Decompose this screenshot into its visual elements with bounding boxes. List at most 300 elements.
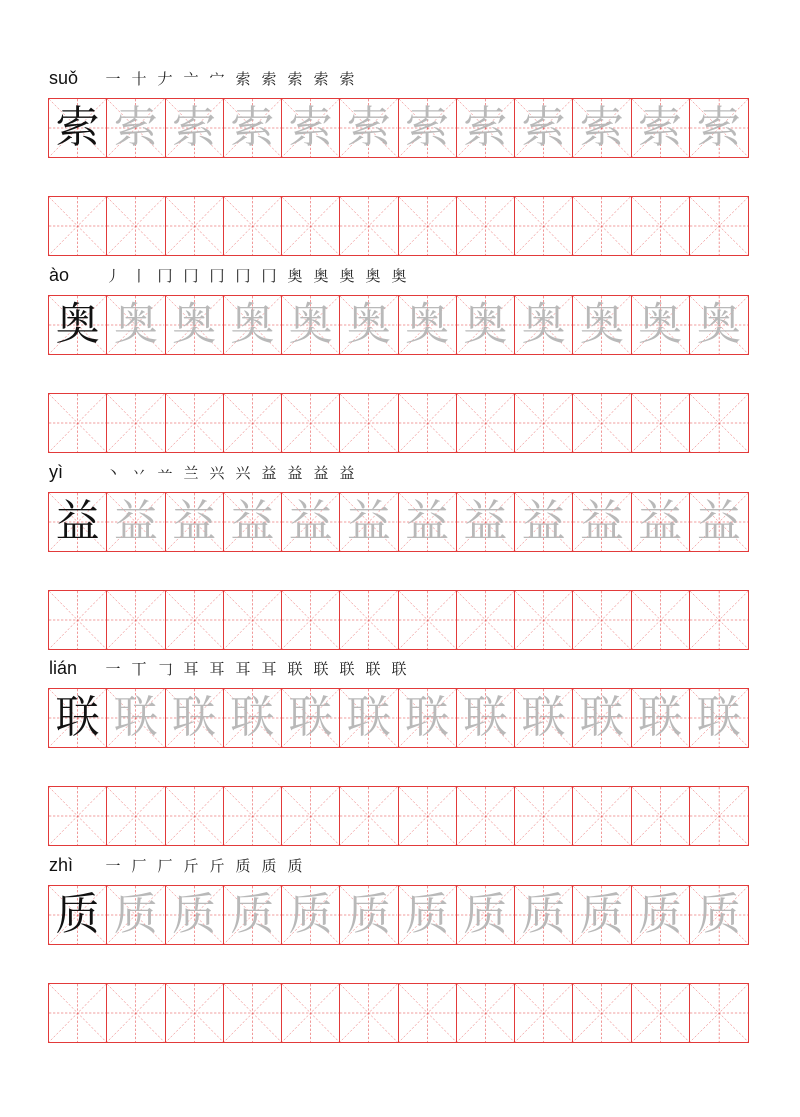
trace-cell[interactable] (282, 99, 340, 157)
blank-cell[interactable] (573, 787, 631, 845)
trace-character: 质 (405, 889, 450, 940)
trace-character: 索 (638, 102, 683, 153)
stroke-step: 一 (105, 660, 121, 678)
stroke-step: 一 (105, 70, 121, 88)
trace-character: 索 (230, 102, 275, 153)
blank-cell[interactable] (166, 394, 224, 452)
stroke-step: 索 (287, 70, 303, 88)
model-character: 益 (55, 496, 100, 547)
trace-cell[interactable] (166, 493, 224, 551)
model-character: 奥 (55, 299, 100, 350)
trace-character: 奥 (638, 299, 683, 350)
stroke-step: 冂 (261, 267, 277, 285)
trace-character: 联 (405, 692, 450, 743)
cell-guides (399, 197, 456, 255)
cell-guides (49, 197, 106, 255)
blank-cell[interactable] (515, 197, 573, 255)
trace-cell[interactable] (632, 886, 690, 944)
blank-cell[interactable] (690, 197, 748, 255)
stroke-step: 耳 (183, 660, 199, 678)
trace-character: 奥 (346, 299, 391, 350)
trace-cell[interactable] (107, 689, 165, 747)
stroke-step: 奥 (313, 267, 329, 285)
trace-cell[interactable] (632, 296, 690, 354)
blank-cell[interactable] (340, 984, 398, 1042)
blank-cell[interactable] (573, 394, 631, 452)
blank-cell[interactable] (399, 984, 457, 1042)
trace-character: 索 (172, 102, 217, 153)
cell-guides (690, 591, 748, 649)
stroke-step: 联 (339, 660, 355, 678)
stroke-step: 质 (287, 857, 303, 875)
trace-cell[interactable] (573, 296, 631, 354)
trace-cell[interactable] (107, 99, 165, 157)
cell-guides (340, 591, 397, 649)
trace-character: 索 (346, 102, 391, 153)
trace-cell[interactable] (632, 99, 690, 157)
stroke-step: 亠 (183, 70, 199, 88)
stroke-step: 兴 (209, 464, 225, 482)
blank-cell[interactable] (224, 984, 282, 1042)
trace-character: 联 (346, 692, 391, 743)
cell-guides (457, 591, 514, 649)
stroke-step: 耳 (261, 660, 277, 678)
trace-character: 质 (346, 889, 391, 940)
trace-character: 益 (346, 496, 391, 547)
blank-cell[interactable] (49, 197, 107, 255)
blank-cell[interactable] (399, 394, 457, 452)
trace-character: 益 (579, 496, 624, 547)
trace-cell[interactable] (282, 296, 340, 354)
cell-guides (107, 197, 164, 255)
stroke-step: 质 (235, 857, 251, 875)
stroke-step: 丷 (131, 464, 147, 482)
model-cell[interactable] (49, 99, 107, 157)
blank-cell[interactable] (107, 984, 165, 1042)
cell-guides (573, 984, 630, 1042)
trace-character: 质 (288, 889, 333, 940)
trace-cell[interactable] (632, 689, 690, 747)
trace-character: 益 (521, 496, 566, 547)
trace-cell[interactable] (340, 886, 398, 944)
blank-cell[interactable] (107, 787, 165, 845)
blank-cell[interactable] (632, 787, 690, 845)
blank-cell[interactable] (282, 984, 340, 1042)
stroke-step: 十 (131, 70, 147, 88)
blank-cell[interactable] (690, 394, 748, 452)
trace-character: 奥 (172, 299, 217, 350)
cell-guides (515, 394, 572, 452)
blank-practice-row (48, 983, 749, 1043)
blank-cell[interactable] (515, 984, 573, 1042)
stroke-step: 索 (235, 70, 251, 88)
cell-guides (690, 787, 748, 845)
stroke-step: 奥 (287, 267, 303, 285)
stroke-step: 益 (261, 464, 277, 482)
trace-character: 益 (696, 496, 741, 547)
stroke-step: 索 (261, 70, 277, 88)
stroke-order (100, 265, 412, 287)
trace-character: 奥 (696, 299, 741, 350)
trace-cell[interactable] (457, 296, 515, 354)
blank-cell[interactable] (49, 984, 107, 1042)
trace-cell[interactable] (690, 689, 748, 747)
cell-guides (515, 984, 572, 1042)
blank-cell[interactable] (282, 197, 340, 255)
tracing-row (48, 98, 749, 158)
cell-guides (49, 984, 106, 1042)
cell-guides (632, 984, 689, 1042)
trace-character: 索 (521, 102, 566, 153)
trace-character: 质 (521, 889, 566, 940)
blank-cell[interactable] (224, 591, 282, 649)
trace-cell[interactable] (107, 296, 165, 354)
stroke-step: 奥 (391, 267, 407, 285)
blank-cell[interactable] (107, 591, 165, 649)
cell-guides (166, 787, 223, 845)
stroke-step: 兴 (235, 464, 251, 482)
trace-character: 奥 (113, 299, 158, 350)
blank-cell[interactable] (457, 591, 515, 649)
trace-cell[interactable] (399, 689, 457, 747)
stroke-step: 联 (391, 660, 407, 678)
trace-cell[interactable] (573, 886, 631, 944)
trace-character: 质 (638, 889, 683, 940)
trace-character: 索 (113, 102, 158, 153)
cell-guides (49, 394, 106, 452)
trace-character: 联 (172, 692, 217, 743)
trace-character: 质 (579, 889, 624, 940)
cell-guides (282, 197, 339, 255)
trace-character: 联 (230, 692, 275, 743)
cell-guides (632, 787, 689, 845)
stroke-step: 斤 (183, 857, 199, 875)
pinyin-label: yì (49, 462, 64, 482)
blank-cell[interactable] (632, 984, 690, 1042)
cell-guides (49, 591, 106, 649)
cell-guides (166, 591, 223, 649)
blank-cell[interactable] (49, 394, 107, 452)
stroke-order (100, 658, 412, 680)
trace-cell[interactable] (282, 886, 340, 944)
trace-character: 联 (579, 692, 624, 743)
cell-guides (457, 197, 514, 255)
stroke-step: 厂 (157, 857, 173, 875)
trace-cell[interactable] (224, 296, 282, 354)
model-cell[interactable] (49, 689, 107, 747)
trace-character: 奥 (230, 299, 275, 350)
trace-cell[interactable] (166, 689, 224, 747)
trace-cell[interactable] (224, 689, 282, 747)
model-character: 索 (55, 102, 100, 153)
trace-cell[interactable] (515, 493, 573, 551)
cell-guides (515, 197, 572, 255)
trace-character: 益 (463, 496, 508, 547)
trace-cell[interactable] (107, 493, 165, 551)
cell-guides (224, 787, 281, 845)
stroke-step: 丶 (105, 464, 121, 482)
trace-character: 联 (463, 692, 508, 743)
stroke-step: 兰 (183, 464, 199, 482)
trace-cell[interactable] (224, 886, 282, 944)
blank-cell[interactable] (340, 787, 398, 845)
cell-guides (399, 591, 456, 649)
stroke-step: 耳 (235, 660, 251, 678)
trace-cell[interactable] (399, 493, 457, 551)
blank-cell[interactable] (399, 787, 457, 845)
cell-guides (632, 394, 689, 452)
trace-cell[interactable] (457, 689, 515, 747)
trace-cell[interactable] (224, 99, 282, 157)
stroke-step: 䒑 (157, 464, 173, 482)
cell-guides (166, 394, 223, 452)
trace-cell[interactable] (399, 99, 457, 157)
trace-cell[interactable] (107, 886, 165, 944)
stroke-step: 丿 (105, 267, 121, 285)
trace-cell[interactable] (632, 493, 690, 551)
blank-cell[interactable] (632, 394, 690, 452)
stroke-step: 索 (313, 70, 329, 88)
trace-cell[interactable] (573, 493, 631, 551)
trace-cell[interactable] (282, 689, 340, 747)
stroke-step: 索 (339, 70, 355, 88)
trace-cell[interactable] (340, 296, 398, 354)
tracing-row (48, 492, 749, 552)
blank-cell[interactable] (107, 197, 165, 255)
trace-cell[interactable] (690, 296, 748, 354)
blank-cell[interactable] (515, 394, 573, 452)
stroke-step: 益 (287, 464, 303, 482)
trace-character: 联 (638, 692, 683, 743)
blank-cell[interactable] (457, 787, 515, 845)
trace-cell[interactable] (515, 296, 573, 354)
model-cell[interactable] (49, 886, 107, 944)
stroke-step: 冂 (183, 267, 199, 285)
cell-guides (632, 197, 689, 255)
blank-practice-row (48, 590, 749, 650)
trace-cell[interactable] (515, 886, 573, 944)
tracing-row (48, 885, 749, 945)
cell-guides (49, 787, 106, 845)
blank-cell[interactable] (282, 787, 340, 845)
blank-cell[interactable] (515, 591, 573, 649)
trace-character: 索 (579, 102, 624, 153)
stroke-step: 𠂇 (157, 70, 173, 88)
trace-cell[interactable] (224, 493, 282, 551)
stroke-step: 宀 (209, 70, 225, 88)
trace-cell[interactable] (166, 99, 224, 157)
cell-guides (107, 787, 164, 845)
trace-cell[interactable] (457, 886, 515, 944)
cell-guides (457, 787, 514, 845)
trace-character: 奥 (405, 299, 450, 350)
stroke-step: 联 (313, 660, 329, 678)
blank-cell[interactable] (224, 394, 282, 452)
stroke-step: 奥 (365, 267, 381, 285)
model-character: 质 (55, 889, 100, 940)
blank-cell[interactable] (457, 197, 515, 255)
stroke-order (100, 855, 308, 877)
trace-cell[interactable] (340, 99, 398, 157)
trace-cell[interactable] (573, 99, 631, 157)
blank-cell[interactable] (107, 394, 165, 452)
cell-guides (457, 394, 514, 452)
blank-cell[interactable] (399, 591, 457, 649)
trace-character: 联 (696, 692, 741, 743)
stroke-order (100, 68, 360, 90)
blank-cell[interactable] (573, 591, 631, 649)
trace-character: 益 (113, 496, 158, 547)
model-character: 联 (55, 692, 100, 743)
blank-cell[interactable] (340, 197, 398, 255)
pinyin-label: lián (49, 658, 78, 678)
blank-cell[interactable] (632, 591, 690, 649)
blank-cell[interactable] (340, 591, 398, 649)
cell-guides (107, 394, 164, 452)
trace-cell[interactable] (690, 99, 748, 157)
blank-cell[interactable] (690, 591, 748, 649)
blank-cell[interactable] (282, 591, 340, 649)
cell-guides (573, 197, 630, 255)
cell-guides (107, 984, 164, 1042)
cell-guides (224, 984, 281, 1042)
trace-character: 益 (405, 496, 450, 547)
trace-character: 益 (288, 496, 333, 547)
tracing-row (48, 688, 749, 748)
blank-cell[interactable] (166, 984, 224, 1042)
stroke-step: 质 (261, 857, 277, 875)
trace-cell[interactable] (690, 493, 748, 551)
blank-cell[interactable] (573, 984, 631, 1042)
cell-guides (224, 591, 281, 649)
blank-cell[interactable] (224, 197, 282, 255)
trace-cell[interactable] (166, 296, 224, 354)
blank-cell[interactable] (166, 787, 224, 845)
cell-guides (282, 787, 339, 845)
stroke-step: 冂 (157, 267, 173, 285)
cell-guides (690, 984, 748, 1042)
trace-character: 索 (696, 102, 741, 153)
trace-character: 质 (172, 889, 217, 940)
stroke-step: 丅 (131, 660, 147, 678)
stroke-step: 斤 (209, 857, 225, 875)
stroke-step: 冂 (209, 267, 225, 285)
cell-guides (573, 591, 630, 649)
cell-guides (282, 394, 339, 452)
cell-guides (399, 394, 456, 452)
stroke-step: 奥 (339, 267, 355, 285)
cell-guides (340, 394, 397, 452)
trace-cell[interactable] (340, 689, 398, 747)
model-cell[interactable] (49, 296, 107, 354)
blank-cell[interactable] (573, 197, 631, 255)
trace-character: 质 (113, 889, 158, 940)
cell-guides (515, 787, 572, 845)
trace-cell[interactable] (399, 296, 457, 354)
blank-cell[interactable] (49, 787, 107, 845)
trace-character: 质 (696, 889, 741, 940)
cell-guides (399, 984, 456, 1042)
trace-cell[interactable] (573, 689, 631, 747)
trace-character: 索 (288, 102, 333, 153)
stroke-step: 丨 (131, 267, 147, 285)
trace-character: 索 (405, 102, 450, 153)
trace-character: 奥 (521, 299, 566, 350)
trace-character: 奥 (463, 299, 508, 350)
blank-cell[interactable] (690, 984, 748, 1042)
blank-cell[interactable] (49, 591, 107, 649)
stroke-step: 𠃌 (157, 660, 173, 678)
tracing-row (48, 295, 749, 355)
trace-character: 质 (230, 889, 275, 940)
trace-character: 益 (230, 496, 275, 547)
trace-cell[interactable] (515, 99, 573, 157)
trace-cell[interactable] (166, 886, 224, 944)
trace-cell[interactable] (690, 886, 748, 944)
trace-character: 联 (113, 692, 158, 743)
cell-guides (632, 591, 689, 649)
cell-guides (166, 984, 223, 1042)
blank-cell[interactable] (399, 197, 457, 255)
blank-cell[interactable] (166, 591, 224, 649)
blank-cell[interactable] (515, 787, 573, 845)
cell-guides (690, 394, 748, 452)
cell-guides (573, 394, 630, 452)
blank-cell[interactable] (632, 197, 690, 255)
blank-cell[interactable] (166, 197, 224, 255)
blank-cell[interactable] (282, 394, 340, 452)
cell-guides (457, 984, 514, 1042)
trace-cell[interactable] (340, 493, 398, 551)
cell-guides (166, 197, 223, 255)
cell-guides (282, 984, 339, 1042)
stroke-step: 联 (287, 660, 303, 678)
trace-character: 联 (521, 692, 566, 743)
trace-cell[interactable] (515, 689, 573, 747)
pinyin-label: ào (49, 265, 70, 285)
trace-character: 益 (172, 496, 217, 547)
blank-practice-row (48, 196, 749, 256)
trace-character: 奥 (579, 299, 624, 350)
trace-cell[interactable] (282, 493, 340, 551)
blank-cell[interactable] (224, 787, 282, 845)
blank-practice-row (48, 786, 749, 846)
cell-guides (399, 787, 456, 845)
model-cell[interactable] (49, 493, 107, 551)
trace-character: 质 (463, 889, 508, 940)
blank-cell[interactable] (340, 394, 398, 452)
cell-guides (282, 591, 339, 649)
cell-guides (224, 197, 281, 255)
trace-cell[interactable] (457, 99, 515, 157)
trace-cell[interactable] (457, 493, 515, 551)
trace-character: 益 (638, 496, 683, 547)
blank-cell[interactable] (457, 984, 515, 1042)
trace-cell[interactable] (399, 886, 457, 944)
cell-guides (224, 394, 281, 452)
pinyin-label: zhì (49, 855, 74, 875)
stroke-step: 益 (313, 464, 329, 482)
cell-guides (340, 787, 397, 845)
trace-character: 索 (463, 102, 508, 153)
trace-character: 奥 (288, 299, 333, 350)
cell-guides (515, 591, 572, 649)
stroke-step: 联 (365, 660, 381, 678)
stroke-step: 耳 (209, 660, 225, 678)
blank-cell[interactable] (690, 787, 748, 845)
blank-cell[interactable] (457, 394, 515, 452)
stroke-step: 冂 (235, 267, 251, 285)
